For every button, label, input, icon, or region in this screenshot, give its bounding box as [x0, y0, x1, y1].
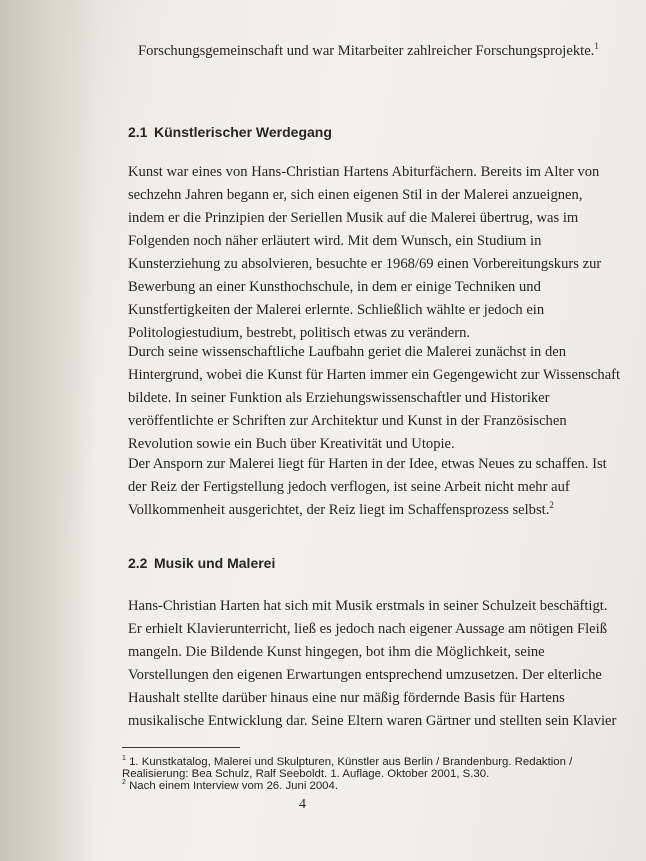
- paragraph-line: indem er die Prinzipien der Seriellen Musik auf die Malerei übertrug, was im: [128, 210, 579, 226]
- paragraph-line: Politologiestudium, bestrebt, politisch etwas zu verändern.: [128, 325, 471, 341]
- paragraph-line: Kunst war eines von Hans-Christian Hartens Abiturfächern. Bereits im Alter von: [128, 164, 600, 180]
- page-shadow: [0, 0, 96, 861]
- footnote-1-continued: Realisierung: Bea Schulz, Ralf Seeboldt. 1. Auflage. Oktober 2001, S.30.: [122, 768, 490, 780]
- paragraph-line: mangeln. Die Bildende Kunst hingegen, bot ihm die Möglichkeit, seine: [128, 644, 545, 660]
- section-title: Musik und Malerei: [154, 555, 276, 571]
- page-number: 4: [299, 797, 306, 812]
- paragraph-line: Kunsterziehung zu absolvieren, besuchte er 1968/69 einen Vorbereitungskurs zur: [128, 256, 602, 272]
- paragraph-line: Folgenden noch näher erläutert wird. Mit dem Wunsch, ein Studium in: [128, 233, 542, 249]
- paragraph-line: Durch seine wissenschaftliche Laufbahn geriet die Malerei zunächst in den: [128, 344, 567, 360]
- paragraph-line: bildete. In seiner Funktion als Erziehungswissenschaftler und Historiker: [128, 390, 550, 406]
- section-heading-2-2: [128, 555, 275, 571]
- footnote-divider: [122, 747, 240, 748]
- footnote-ref-2: 2: [549, 500, 554, 511]
- top-continuation-line: [138, 41, 599, 60]
- paragraph-line: Haushalt stellte darüber hinaus eine nur mäßig fördernde Basis für Hartens: [128, 690, 565, 706]
- footnote-mark: 2: [122, 779, 126, 787]
- paragraph-line: Hintergrund, wobei die Kunst für Harten immer ein Gegengewicht zur Wissenschaft: [128, 367, 621, 383]
- paragraph-line: Bewerbung an einer Kunsthochschule, in dem er einige Techniken und: [128, 279, 541, 295]
- section-number: 2.2: [128, 555, 148, 571]
- footnote-text: Nach einem Interview vom 26. Juni 2004.: [129, 780, 339, 792]
- footnote-ref-1: 1: [594, 41, 599, 52]
- paragraph-line: Hans-Christian Harten hat sich mit Musik erstmals in seiner Schulzeit beschäftigt.: [128, 598, 608, 614]
- footnote-mark: 1: [122, 755, 126, 763]
- section-heading-2-1: [128, 124, 332, 140]
- paragraph-line: Er erhielt Klavierunterricht, ließ es jedoch nach eigener Aussage am nötigen Fleiß: [128, 621, 607, 637]
- paragraph-line: der Reiz der Fertigstellung jedoch verflogen, ist seine Arbeit nicht mehr auf: [128, 479, 570, 495]
- paragraph-line: Vorstellungen den eigenen Erwartungen entsprechend umzusetzen. Der elterliche: [128, 667, 602, 683]
- paragraph-line: sechzehn Jahren begann er, sich einen eigenen Stil in der Malerei anzueignen,: [128, 187, 583, 203]
- paragraph-line: veröffentlichte er Schriften zur Architektur und Kunst in der Französischen: [128, 413, 567, 429]
- paragraph-line: Revolution sowie ein Buch über Kreativität und Utopie.: [128, 436, 455, 452]
- paragraph-line: musikalische Entwicklung dar. Seine Eltern waren Gärtner und stellten sein Klavier: [128, 713, 617, 729]
- paragraph-line-text: Vollkommenheit ausgerichtet, der Reiz liegt im Schaffensprozess selbst.: [128, 502, 550, 518]
- paragraph-line: Kunstfertigkeiten der Malerei erlernte. Schließlich wählte er jedoch ein: [128, 302, 545, 318]
- paragraph-line: Der Ansporn zur Malerei liegt für Harten in der Idee, etwas Neues zu schaffen. Ist: [128, 456, 607, 472]
- section-number: 2.1: [128, 124, 148, 140]
- footnote-2: [122, 780, 338, 793]
- section-title: Künstlerischer Werdegang: [154, 124, 332, 140]
- top-line-text: Forschungsgemeinschaft und war Mitarbeiter zahlreicher Forschungsprojekte.: [138, 43, 595, 59]
- footnote-text: 1. Kunstkatalog, Malerei und Skulpturen, Künstler aus Berlin / Brandenburg. Redaktion /: [129, 756, 573, 768]
- paragraph-last-line: [128, 501, 568, 519]
